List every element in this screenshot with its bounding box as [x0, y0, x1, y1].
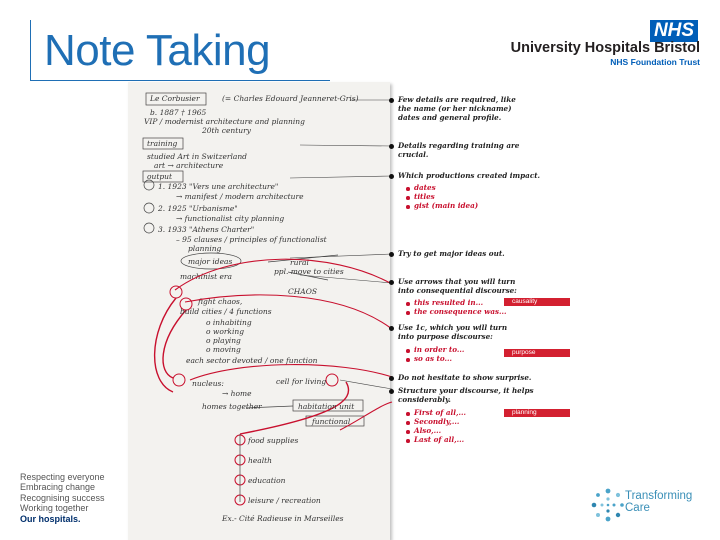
red-bullet-icon — [406, 187, 410, 191]
tag-planning: planning — [504, 409, 570, 417]
note-line: → manifest / modern architecture — [176, 192, 304, 201]
note-line: 3. 1933 "Athens Charter" — [158, 225, 255, 234]
annotation-line: Use arrows that you will turn — [398, 277, 516, 286]
tc-line: Care — [625, 502, 650, 514]
annotation-line: Structure your discourse, it helps — [398, 386, 534, 395]
bullet-icon — [389, 174, 394, 179]
annotation-line: Details regarding training are — [398, 141, 520, 150]
note-line: build cities / 4 functions — [180, 307, 272, 316]
value-line: Respecting everyone — [20, 472, 105, 482]
bullet-icon — [389, 326, 394, 331]
note-line: → home — [222, 389, 252, 398]
annotation-red-item: so as to... — [414, 354, 453, 363]
tag-purpose: purpose — [504, 349, 570, 357]
bullet-icon — [389, 280, 394, 285]
note-line: cell for living — [276, 377, 327, 386]
note-line: art → architecture — [154, 161, 224, 170]
note-line: CHAOS — [288, 287, 317, 296]
tag-causality: causality — [504, 298, 570, 306]
note-line: o working — [206, 327, 244, 336]
note-line: major ideas — [188, 257, 233, 266]
annotation-red-item: this resulted in... — [414, 298, 484, 307]
bullet-icon — [389, 98, 394, 103]
transforming-care-logo-icon — [588, 485, 628, 525]
bullet-icon — [389, 389, 394, 394]
value-strong: Our hospitals. — [20, 513, 81, 524]
annotation-line: into purpose discourse: — [398, 332, 493, 341]
annotation-line: crucial. — [398, 150, 429, 159]
red-bullet-icon — [406, 302, 410, 306]
org-name: University Hospitals Bristol — [510, 40, 700, 56]
note-line: o moving — [206, 345, 241, 354]
note-line: planning — [188, 244, 222, 253]
annotation-red-item: the consequence was... — [414, 307, 507, 316]
bullet-icon — [389, 144, 394, 149]
note-line: nucleus: — [192, 379, 224, 388]
note-line: 1. 1923 "Vers une architecture" — [158, 182, 279, 191]
annotation-line: Which productions created impact. — [398, 171, 541, 180]
org-subtitle: NHS Foundation Trust — [610, 57, 700, 67]
note-line: b. 1887 † 1965 — [150, 108, 207, 117]
annotation-red-item: First of all,... — [414, 408, 467, 417]
annotation-red-item: gist (main idea) — [414, 201, 479, 210]
note-line: food supplies — [248, 436, 299, 445]
annotation-line: into consequential discourse: — [398, 286, 517, 295]
values-footer — [20, 472, 105, 524]
note-line: leisure / recreation — [248, 496, 321, 505]
red-bullet-icon — [406, 421, 410, 425]
transforming-care-label — [625, 490, 692, 514]
note-line: output — [147, 172, 173, 181]
note-line: machinist era — [180, 272, 232, 281]
annotation-red-item: in order to... — [414, 345, 465, 354]
note-line: training — [147, 139, 178, 148]
nhs-logo: NHS — [650, 20, 698, 42]
note-line: VIP / modernist architecture and planning — [144, 117, 305, 126]
note-line: o inhabiting — [206, 318, 252, 327]
annotation-line: dates and general profile. — [398, 113, 502, 122]
red-bullet-icon — [406, 358, 410, 362]
value-line: Embracing change — [20, 482, 96, 493]
annotation-red-item: dates — [414, 183, 436, 192]
value-line: Working together — [20, 503, 89, 514]
slide-title: Note Taking — [44, 26, 271, 75]
red-bullet-icon — [406, 311, 410, 315]
annotation-line: the name (or her nickname) — [398, 104, 512, 113]
note-line: functional — [312, 417, 351, 426]
note-line: rural — [290, 258, 309, 267]
note-line: (= Charles Edouard Jeanneret-Gris) — [222, 94, 359, 103]
annotation-line: Few details are required, like — [398, 95, 516, 104]
bullet-icon — [389, 252, 394, 257]
note-line: ppl. move to cities — [274, 267, 344, 276]
note-line: 20th century — [202, 126, 251, 135]
note-line: habitation unit — [298, 402, 355, 411]
annotation-line: Do not hesitate to show surprise. — [398, 373, 532, 382]
note-line: fight chaos, — [198, 297, 243, 306]
note-line: studied Art in Switzerland — [147, 152, 247, 161]
note-line: health — [248, 456, 272, 465]
annotation-line: Try to get major ideas out. — [398, 249, 505, 258]
value-line: Recognising success — [20, 492, 105, 503]
red-bullet-icon — [406, 205, 410, 209]
note-line: Ex.- Cité Radieuse in Marseilles — [222, 514, 344, 523]
note-line: Le Corbusier — [150, 94, 200, 103]
note-line: o playing — [206, 336, 241, 345]
note-line: each sector devoted / one function — [186, 356, 318, 365]
bullet-icon — [389, 376, 394, 381]
annotation-line: Use 1c, which you will turn — [398, 323, 508, 332]
annotation-red-item: Also,... — [414, 426, 442, 435]
red-bullet-icon — [406, 439, 410, 443]
red-bullet-icon — [406, 196, 410, 200]
note-line: → functionalist city planning — [176, 214, 285, 223]
annotation-line: considerably. — [398, 395, 451, 404]
note-line: – 95 clauses / principles of functionalist — [176, 235, 327, 244]
note-line: homes together — [202, 402, 262, 411]
annotation-red-item: Secondly,... — [414, 417, 460, 426]
red-bullet-icon — [406, 349, 410, 353]
tc-line: Transforming — [625, 490, 693, 502]
annotation-red-item: titles — [414, 192, 435, 201]
note-line: 2. 1925 "Urbanisme" — [158, 204, 238, 213]
note-line: education — [248, 476, 286, 485]
red-bullet-icon — [406, 430, 410, 434]
red-bullet-icon — [406, 412, 410, 416]
annotation-column — [386, 90, 616, 460]
annotation-red-item: Last of all,... — [414, 435, 465, 444]
